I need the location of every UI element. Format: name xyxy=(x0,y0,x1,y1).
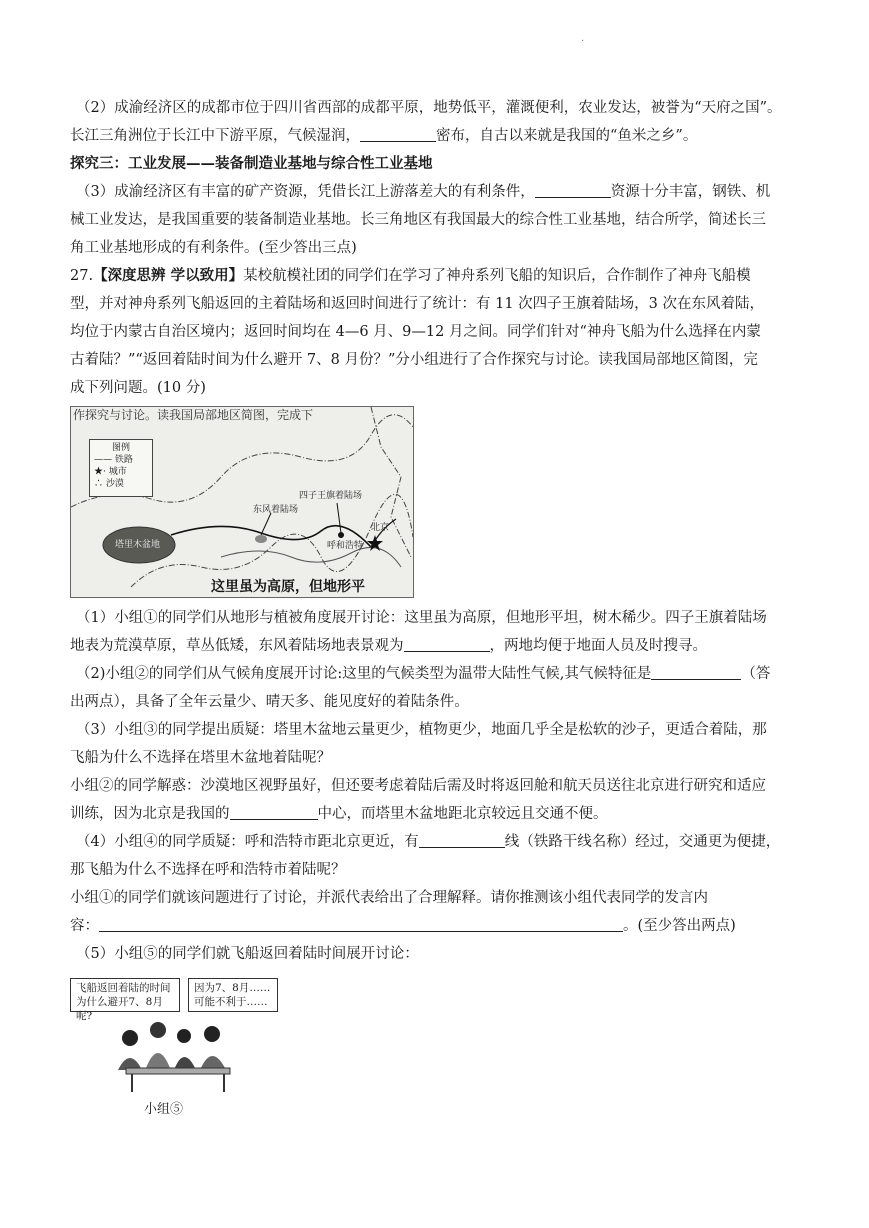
q3-text-a: （3）成渝经济区有丰富的矿产资源，凭借长江上游落差大的有利条件， xyxy=(76,184,535,200)
sub4-text-b: 线（铁路干线名称）经过，交通更为便捷， xyxy=(504,834,781,850)
q2-line1: （2）成渝经济区的成都市位于四川省西部的成都平原，地势低平，灌溉便利，农业发达，被誉为“天府之国”。 xyxy=(76,100,782,116)
label-beijing: 北京 xyxy=(371,523,390,533)
sub2-text-b: （答 xyxy=(741,666,771,682)
sub4-text-a: （4）小组④的同学质疑：呼和浩特市距北京更近，有 xyxy=(76,834,419,850)
q2-text-b: 密布，自古以来就是我国的“鱼米之乡”。 xyxy=(436,128,698,144)
hohhot-city-dot xyxy=(338,532,344,538)
sub1-text-a: 地表为荒漠草原，草丛低矮，东风着陆场地表景观为 xyxy=(70,638,404,654)
legend-railway xyxy=(94,454,148,466)
q2-line2 xyxy=(70,122,800,150)
student-body-2 xyxy=(146,1053,170,1068)
sub3-line3: 小组②的同学解惑：沙漠地区视野虽好，但还要考虑着陆后需及时将返回舱和航天员送往北京进行研究和适应 xyxy=(70,778,766,794)
exam-page xyxy=(70,94,800,1118)
speech-bubble-answer: 因为7、8月……可能不利于…… xyxy=(188,978,278,1012)
china-region-map xyxy=(70,406,414,598)
sub2-line2: 出两点），具备了全年云量少、晴天多、能见度好的着陆条件。 xyxy=(70,694,469,710)
label-siziwangqi: 四子王旗着陆场 xyxy=(299,491,363,501)
sub4-line2: 那飞船为什么不选择在呼和浩特市着陆呢？ xyxy=(70,862,346,878)
q27-line3: 均位于内蒙古自治区境内；返回时间均在 4—6 月、9—12 月之间。同学们针对“神舟飞船为什么选择在内蒙 xyxy=(70,324,761,340)
group5-cartoon xyxy=(70,978,278,1118)
q3-text-b: 资源十分丰富，钢铁、机 xyxy=(610,184,771,200)
sub1-text-b: ，两地均便于地面人员及时搜寻。 xyxy=(489,638,707,654)
legend-desert-label: 沙漠 xyxy=(105,479,124,489)
siziwangqi-pointer xyxy=(337,503,341,533)
map-footer-text: 这里虽为高原，但地形平 xyxy=(211,579,365,595)
legend-railway-label: 铁路 xyxy=(114,455,133,465)
city-star-icon: ★· xyxy=(94,467,109,477)
sub1-answer-blank[interactable] xyxy=(404,633,490,652)
sub2-answer-blank[interactable] xyxy=(651,661,741,680)
sub4-line4 xyxy=(70,912,800,940)
sub4-answer-blank-long[interactable] xyxy=(99,913,623,932)
students-drawing xyxy=(70,978,278,1098)
railway-line-icon: —— xyxy=(94,455,115,465)
label-hohhot: 呼和浩特 xyxy=(327,541,364,551)
province-border-east xyxy=(371,407,411,557)
student-head-3 xyxy=(177,1029,191,1043)
dongfeng-pointer xyxy=(261,513,271,535)
label-dongfeng: 东风着陆场 xyxy=(253,505,299,515)
sub4-text-b2: 。(至少答出两点) xyxy=(623,918,736,934)
q3-line3: 角工业基地形成的有利条件。(至少答出三点) xyxy=(70,240,357,256)
sub4-answer-blank[interactable] xyxy=(419,829,505,848)
sub3-text-a: 训练，因为北京是我国的 xyxy=(70,806,230,822)
legend-desert xyxy=(94,478,148,490)
sub3-line1: （3）小组③的同学提出质疑：塔里木盆地云量更少，植物更少，地面几乎全是松软的沙子，更适合着陆，那 xyxy=(76,722,767,738)
student-head-2 xyxy=(150,1022,166,1038)
legend-city-label: 城市 xyxy=(108,467,127,477)
desert-small-shape xyxy=(255,535,267,543)
sub1-line2 xyxy=(70,632,800,660)
desert-dots-icon: ∴ xyxy=(94,479,106,489)
sub2-line1 xyxy=(70,660,800,688)
sub1-line1: （1）小组①的同学们从地形与植被角度展开讨论：这里虽为高原，但地形平坦，树木稀少。四子王旗着陆场 xyxy=(76,610,767,626)
sub4-line3: 小组①的同学们就该问题进行了讨论，并派代表给出了合理解释。请你推测该小组代表同学的发言内 xyxy=(70,890,708,906)
beijing-star xyxy=(367,535,383,551)
sub3-line4 xyxy=(70,800,800,828)
sub4-line1 xyxy=(70,828,800,856)
legend-title: 图例 xyxy=(111,443,130,453)
q27-line2: 型，并对神舟系列飞船返回的主着陆场和返回时间进行了统计：有 11 次四子王旗着陆场，3 次在东风着陆， xyxy=(70,296,764,312)
q27-number: 27. xyxy=(70,268,94,284)
sub3-text-b: 中心，而塔里木盆地距北京较远且交通不便。 xyxy=(317,806,608,822)
q27-line5: 成下列问题。(10 分) xyxy=(70,380,206,396)
q27-text: 某校航模社团的同学们在学习了神舟系列飞船的知识后，合作制作了神舟飞船模 xyxy=(243,268,751,284)
q27-line1 xyxy=(70,262,800,290)
sub4-text-a2: 容： xyxy=(70,918,99,934)
q27-tag: 【深度思辨 学以致用】 xyxy=(93,267,244,284)
q2-text-a: 长江三角洲位于长江中下游平原，气候湿润， xyxy=(70,128,360,144)
legend-city xyxy=(94,466,148,478)
sub2-text-a: （2)小组②的同学们从气候角度展开讨论:这里的气候类型为温带大陆性气候,其气候特征是 xyxy=(76,666,652,682)
label-tarim: 塔里木盆地 xyxy=(115,540,161,550)
table-top xyxy=(126,1068,230,1074)
map-graphic xyxy=(71,407,413,597)
q3-answer-blank[interactable] xyxy=(535,179,611,198)
q3-line1 xyxy=(70,178,800,206)
student-head-1 xyxy=(122,1030,138,1046)
student-head-4 xyxy=(204,1026,220,1042)
cartoon-caption: 小组⑤ xyxy=(144,1102,184,1117)
sub3-line2: 飞船为什么不选择在塔里木盆地着陆呢？ xyxy=(70,750,331,766)
map-legend xyxy=(89,439,153,497)
sub5-line1: （5）小组⑤的同学们就飞船返回着陆时间展开讨论： xyxy=(76,946,419,962)
river-line xyxy=(221,547,401,567)
q27-line4: 古着陆？”“返回着陆时间为什么避开 7、8 月份？”分小组进行了合作探究与讨论。读我国局部地区简图，完 xyxy=(70,352,758,368)
header-mark: · xyxy=(581,36,585,47)
section3-title: 探究三：工业发展——装备制造业基地与综合性工业基地 xyxy=(70,155,433,172)
q2-answer-blank[interactable] xyxy=(360,123,436,142)
speech-bubble-question: 飞船返回着陆的时间为什么避开7、8月呢? xyxy=(70,978,180,1012)
q3-line2: 械工业发达，是我国重要的装备制造业基地。长三角地区有我国最大的综合性工业基地，结合所学，简述长三 xyxy=(70,212,766,228)
map-header-text: 作探究与讨论。读我国局部地区简图，完成下 xyxy=(73,408,314,422)
sub3-answer-blank[interactable] xyxy=(230,801,318,820)
